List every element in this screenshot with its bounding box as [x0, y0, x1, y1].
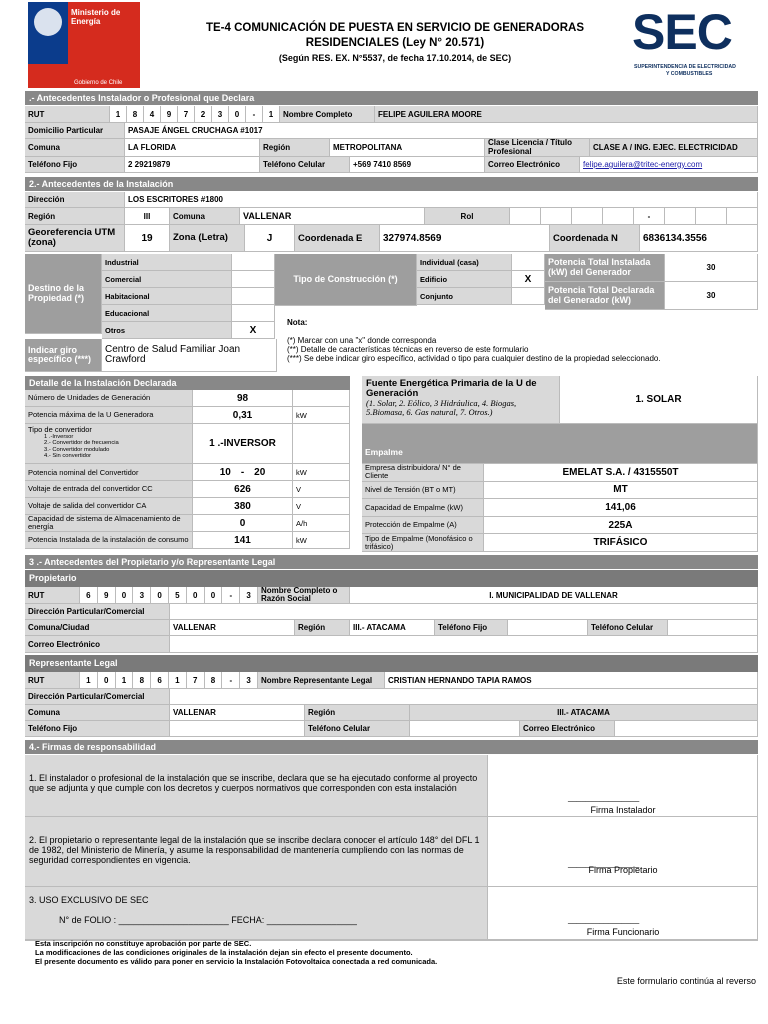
- detalle-unit: [293, 390, 350, 407]
- footer-note-2: La modificaciones de las condiciones originales de la instalación dejan sin efecto el presente documento.: [35, 948, 413, 957]
- destino-option-label: Otros: [102, 322, 232, 339]
- rep-correo-value[interactable]: [615, 721, 758, 737]
- rol-label: Rol: [425, 208, 510, 225]
- tipo-option-label: Conjunto: [417, 288, 512, 305]
- section-3-header: 3 .- Antecedentes del Propietario y/o Representante Legal: [25, 555, 758, 569]
- destino-checkbox[interactable]: [232, 254, 275, 271]
- domicilio-label: Domicilio Particular: [25, 123, 125, 139]
- rut-digit: 7: [187, 672, 205, 688]
- rut-digit: 4: [144, 106, 161, 122]
- form-subtitle: (Según RES. EX. N°5537, de fecha 17.10.2014, de SEC): [278, 53, 512, 63]
- tipo-checkbox[interactable]: X: [512, 271, 545, 288]
- tipo-option-label: Edificio: [417, 271, 512, 288]
- rut-digit: 3: [133, 587, 151, 603]
- correo-link[interactable]: felipe.aguilera@tritec-energy.com: [580, 157, 758, 173]
- detalle-label: Número de Unidades de Generación: [25, 390, 193, 407]
- shield-icon: [34, 8, 62, 36]
- prop-tel-cel-value[interactable]: [668, 620, 758, 636]
- empalme-header: Empalme: [362, 424, 758, 464]
- section-4-header: 4.- Firmas de responsabilidad: [25, 740, 758, 754]
- folio-fecha[interactable]: N° de FOLIO : ______________________ FECHA: __________________: [59, 915, 357, 925]
- rep-comuna-value[interactable]: VALLENAR: [170, 705, 305, 721]
- rut-digit: 1: [80, 672, 98, 688]
- direccion-value[interactable]: LOS ESCRITORES #1800: [125, 192, 758, 208]
- form-title-1: TE-4 COMUNICACIÓN DE PUESTA EN SERVICIO DE GENERADORAS: [205, 22, 585, 34]
- prop-region-value[interactable]: III.- ATACAMA: [350, 620, 435, 636]
- destino-option-label: Comercial: [102, 271, 232, 288]
- ministry-sub: Gobierno de Chile: [74, 80, 123, 86]
- firmas-block: [25, 755, 758, 941]
- s1-rut-row: [25, 106, 758, 123]
- clase-label: Clase Licencia / Título Profesional: [485, 139, 590, 157]
- comuna-value[interactable]: LA FLORIDA: [125, 139, 260, 157]
- comuna-label: Comuna: [25, 139, 125, 157]
- footer-note-3: El presente documento es válido para poner en servicio la Instalación Fotovoltaica conectada a red comunicada.: [35, 957, 438, 966]
- fuente-value[interactable]: 1. SOLAR: [560, 376, 758, 424]
- ministry-logo: [28, 2, 140, 88]
- detalle-unit: kW: [293, 407, 350, 424]
- tel-fijo-label: Teléfono Fijo: [25, 157, 125, 173]
- rut-digit: 3: [246, 590, 251, 600]
- detalle-label: Potencia máxima de la U Generadora: [25, 407, 193, 424]
- rut-digit: 1: [116, 672, 134, 688]
- firma-instalador-box[interactable]: ________________ Firma Instalador: [488, 755, 758, 817]
- detalle-value[interactable]: 0: [193, 515, 293, 532]
- rep-region-label: Región: [305, 705, 410, 721]
- fuente-options: (1. Solar, 2. Eólico, 3 Hidráulica, 4. Biogas, 5.Biomasa, 6. Gas natural, 7. Otros.): [366, 398, 517, 417]
- detalle-value[interactable]: 141: [193, 532, 293, 549]
- tipo-convertidor-value[interactable]: 1 .-INVERSOR: [193, 424, 293, 464]
- tipo-convertidor-option: 3.- Convertidor modulado: [44, 446, 110, 453]
- rut-digit: 3: [246, 675, 251, 685]
- fuente-label: Fuente Energética Primaria de la U de Generación: [366, 378, 537, 399]
- rut-digits[interactable]: [110, 106, 280, 123]
- destino-block: [25, 254, 758, 372]
- rut-digit: 0: [229, 106, 246, 122]
- rep-dir-value[interactable]: [170, 689, 758, 705]
- rep-rut-label: RUT: [25, 672, 80, 689]
- pot-nom-unit: kW: [293, 464, 350, 481]
- rep-nombre-label: Nombre Representante Legal: [258, 672, 385, 689]
- coord-e-label: Coordenada E: [295, 225, 380, 252]
- tipo-option-label: Individual (casa): [417, 254, 512, 271]
- rut-digit: 8: [205, 672, 223, 688]
- form-title-2: RESIDENCIALES (Ley N° 20.571): [305, 37, 485, 49]
- correo-label: Correo Electrónico: [485, 157, 580, 173]
- prop-nombre-value[interactable]: I. MUNICIPALIDAD DE VALLENAR: [350, 587, 758, 604]
- detalle-unit: A/h: [293, 515, 350, 532]
- rut-digit: 6: [151, 672, 169, 688]
- prop-dir-label: Dirección Particular/Comercial: [25, 604, 170, 620]
- giro-value[interactable]: Centro de Salud Familiar Joan Crawford: [102, 339, 277, 372]
- rut-digit: 0: [205, 587, 223, 603]
- detalle-value[interactable]: 380: [193, 498, 293, 515]
- rut-digit: 1: [268, 109, 274, 119]
- direccion-label: Dirección: [25, 192, 125, 208]
- rut-digit: 9: [161, 106, 178, 122]
- destino-option-label: Industrial: [102, 254, 232, 271]
- zona-value[interactable]: J: [245, 225, 295, 252]
- rut-digit: 0: [151, 587, 169, 603]
- section-1-header: .- Antecedentes Instalador o Profesional que Declara: [25, 91, 758, 105]
- firma-funcionario-box[interactable]: ________________ Firma Funcionario: [488, 887, 758, 940]
- firma-instalador-label: Firma Instalador: [590, 805, 656, 815]
- rut-digit: 3: [212, 106, 229, 122]
- empalme-value[interactable]: MT: [484, 482, 758, 500]
- region-label: Región: [260, 139, 330, 157]
- uso-sec-box: [25, 887, 488, 940]
- s2-region-value[interactable]: III: [125, 208, 170, 225]
- tipo-convertidor-cell: [25, 424, 193, 464]
- empalme-value[interactable]: TRIFÁSICO: [484, 534, 758, 552]
- empalme-label: Nivel de Tensión (BT o MT): [362, 482, 484, 500]
- rep-correo-label: Correo Electrónico: [520, 721, 615, 737]
- giro-label: Indicar giro específico (***): [25, 339, 102, 372]
- pot-decl-label: Potencia Total Declarada del Generador (kW): [545, 282, 665, 310]
- rut-digit: -: [222, 587, 240, 603]
- rut-digit: 7: [178, 106, 195, 122]
- nombre-label: Nombre Completo: [280, 106, 375, 123]
- prop-tel-cel-label: Teléfono Celular: [588, 620, 668, 636]
- pot-nom-sep: -: [240, 466, 245, 478]
- detalle-value[interactable]: 626: [193, 481, 293, 498]
- rut-digit: 1: [169, 672, 187, 688]
- firma-funcionario-label: Firma Funcionario: [586, 927, 660, 937]
- tel-cel-label: Teléfono Celular: [260, 157, 350, 173]
- prop-dir-value[interactable]: [170, 604, 758, 620]
- rut-digit: 0: [187, 587, 205, 603]
- detalle-unit: V: [293, 481, 350, 498]
- detalle-unit: V: [293, 498, 350, 515]
- destino-checkbox[interactable]: [232, 305, 275, 322]
- empalme-value[interactable]: 225A: [484, 517, 758, 535]
- rut-digit: 8: [133, 672, 151, 688]
- firma-propietario-box[interactable]: ________________ Firma Propietario: [488, 817, 758, 887]
- detalle-header: Detalle de la Instalación Declarada: [25, 376, 350, 390]
- empalme-value[interactable]: 141,06: [484, 499, 758, 517]
- fuente-label-cell: [362, 376, 560, 424]
- clase-value[interactable]: CLASE A / ING. EJEC. ELECTRICIDAD: [590, 139, 758, 157]
- rep-rut-digits[interactable]: [80, 672, 258, 689]
- tipo-checkbox[interactable]: [512, 288, 545, 305]
- nota-label: Nota:: [287, 318, 308, 327]
- prop-rut-digits[interactable]: [80, 587, 258, 604]
- prop-region-label: Región: [295, 620, 350, 636]
- detalle-value[interactable]: 0,31: [193, 407, 293, 424]
- fuente-empalme-block: [362, 376, 758, 552]
- detalle-label: Capacidad de sistema de Almacenamiento de energía: [25, 515, 193, 532]
- nota-3: (***) Se debe indicar giro específico, actividad o tipo para cualquier destino de la propiedad seleccionado.: [287, 354, 661, 363]
- rep-region-value[interactable]: III.- ATACAMA: [410, 705, 758, 721]
- rol-boxes[interactable]: [510, 208, 758, 225]
- rut-digit: 8: [127, 106, 144, 122]
- empalme-label: Protección de Empalme (A): [362, 517, 484, 535]
- representante-header: Representante Legal: [25, 655, 758, 672]
- prop-tel-fijo-label: Teléfono Fijo: [435, 620, 508, 636]
- detalle-label: Voltaje de entrada del convertidor CC: [25, 481, 193, 498]
- rep-nombre-value[interactable]: CRISTIAN HERNANDO TAPIA RAMOS: [385, 672, 758, 689]
- empalme-label: Empresa distribuidora/ N° de Cliente: [362, 464, 484, 482]
- detalle-label: Potencia Instalada de la instalación de consumo: [25, 532, 193, 549]
- rep-tel-fijo-value[interactable]: [170, 721, 305, 737]
- rut-digit: 5: [169, 587, 187, 603]
- pot-inst-label: Potencia Total Instalada (kW) del Generador: [545, 254, 665, 282]
- s2-comuna-label: Comuna: [170, 208, 240, 225]
- empalme-value[interactable]: EMELAT S.A. / 4315550T: [484, 464, 758, 482]
- sec-logo: SEC SUPERINTENDENCIA DE ELECTRICIDAD Y COMBUSTIBLES: [632, 4, 736, 77]
- region-value[interactable]: METROPOLITANA: [330, 139, 485, 157]
- prop-tel-fijo-value[interactable]: [508, 620, 588, 636]
- empalme-label: Capacidad de Empalme (kW): [362, 499, 484, 517]
- rut-digit: -: [222, 672, 240, 688]
- tipo-convertidor-option: 1 .-Inversor: [44, 433, 74, 440]
- rut-label: RUT: [25, 106, 110, 123]
- coord-n-value[interactable]: 6836134.3556: [640, 225, 758, 252]
- s2-comuna-value[interactable]: VALLENAR: [240, 208, 425, 225]
- prop-rut-label: RUT: [25, 587, 80, 604]
- footer-note-1: Esta inscripción no constituye aprobación por parte de SEC.: [35, 939, 252, 948]
- detalle-table: [25, 390, 350, 552]
- destino-option-label: Habitacional: [102, 288, 232, 305]
- tel-cel-value[interactable]: +569 7410 8569: [350, 157, 485, 173]
- continua-reverso: Este formulario continúa al reverso: [616, 976, 756, 986]
- zona-label: Zona (Letra): [170, 225, 245, 252]
- georef-value[interactable]: 19: [125, 225, 170, 252]
- prop-comuna-label: Comuna/Ciudad: [25, 620, 170, 636]
- uso-sec-label: 3. USO EXCLUSIVO DE SEC: [29, 895, 149, 905]
- rut-digit: 0: [98, 672, 116, 688]
- tipo-convertidor-option: 4.- Sin convertidor: [44, 453, 92, 459]
- tel-fijo-value[interactable]: 2 29219879: [125, 157, 260, 173]
- tipo-convertidor-label: Tipo de convertidor: [28, 425, 92, 434]
- tipo-convertidor-unit: [293, 424, 350, 464]
- rut-digit: 2: [195, 106, 212, 122]
- prop-correo-value[interactable]: [170, 636, 758, 653]
- rep-dir-label: Dirección Particular/Comercial: [25, 689, 170, 705]
- tipo-convertidor-option: 2.- Convertidor de frecuencia: [44, 440, 119, 446]
- nombre-value[interactable]: FELIPE AGUILERA MOORE: [375, 106, 758, 123]
- rol-dash: -: [634, 208, 665, 224]
- rut-digit: 1: [110, 106, 127, 122]
- firma-propietario-label: Firma Propietario: [588, 865, 658, 875]
- ministry-name: Ministerio de Energía: [71, 8, 121, 26]
- coord-n-label: Coordenada N: [550, 225, 640, 252]
- detalle-value[interactable]: 98: [193, 390, 293, 407]
- tipo-construccion-label: Tipo de Construcción (*): [275, 254, 417, 306]
- pot-decl-value[interactable]: 30: [665, 282, 758, 310]
- rut-digit: 9: [98, 587, 116, 603]
- prop-nombre-label: Nombre Completo o Razón Social: [258, 587, 350, 604]
- pot-inst-value[interactable]: 30: [665, 254, 758, 282]
- destino-label: Destino de la Propiedad (*): [25, 254, 102, 334]
- pot-nom-value[interactable]: [193, 464, 293, 481]
- prop-correo-label: Correo Electrónico: [25, 636, 170, 653]
- coord-e-value[interactable]: 327974.8569: [380, 225, 550, 252]
- domicilio-value[interactable]: PASAJE ÁNGEL CRUCHAGA #1017: [125, 123, 758, 139]
- rut-digit: 6: [80, 587, 98, 603]
- propietario-header: Propietario: [25, 570, 758, 587]
- pot-nom-label: Potencia nominal del Convertidor: [25, 464, 193, 481]
- rut-digit: -: [246, 106, 263, 122]
- destino-checkbox[interactable]: [232, 288, 275, 305]
- detalle-label: Voltaje de salida del convertidor CA: [25, 498, 193, 515]
- rep-tel-fijo-label: Teléfono Fijo: [25, 721, 170, 737]
- destino-checkbox[interactable]: X: [232, 322, 275, 339]
- destino-option-label: Educacional: [102, 305, 232, 322]
- rep-tel-cel-value[interactable]: [410, 721, 520, 737]
- pot-nom-max: 20: [254, 466, 266, 478]
- nota-2: (**) Detalle de características técnicas en reverso de este formulario: [287, 345, 529, 354]
- rep-tel-cel-label: Teléfono Celular: [305, 721, 410, 737]
- s2-region-label: Región: [25, 208, 125, 225]
- tipo-checkbox[interactable]: [512, 254, 545, 271]
- detalle-unit: kW: [293, 532, 350, 549]
- declaracion-1: 1. El instalador o profesional de la instalación que se inscribe, declara que se ha ejecutado conforme al proyecto que se adjunta y que cumple con los decretos y cuerpos normativos que corresponden con esta instalación: [25, 755, 488, 817]
- destino-checkbox[interactable]: [232, 271, 275, 288]
- empalme-label: Tipo de Empalme (Monofásico o trifásico): [362, 534, 484, 552]
- rep-comuna-label: Comuna: [25, 705, 170, 721]
- declaracion-2: 2. El propietario o representante legal de la instalación que se inscribe declara conocer el artículo 148° del DFL 1 de 1982, del Ministerio de Minería, y asume la responsabilidad de mantenería cumpliendo con las normas de seguridad correspondientes en vigencia.: [25, 817, 488, 887]
- prop-comuna-value[interactable]: VALLENAR: [170, 620, 295, 636]
- section-2-header: 2.- Antecedentes de la Instalación: [25, 177, 758, 191]
- pot-nom-min: 10: [219, 466, 231, 478]
- georef-label: Georeferencia UTM (zona): [25, 225, 125, 252]
- nota-1: (*) Marcar con una "x" donde corresponda: [287, 336, 437, 345]
- rut-digit: 0: [116, 587, 134, 603]
